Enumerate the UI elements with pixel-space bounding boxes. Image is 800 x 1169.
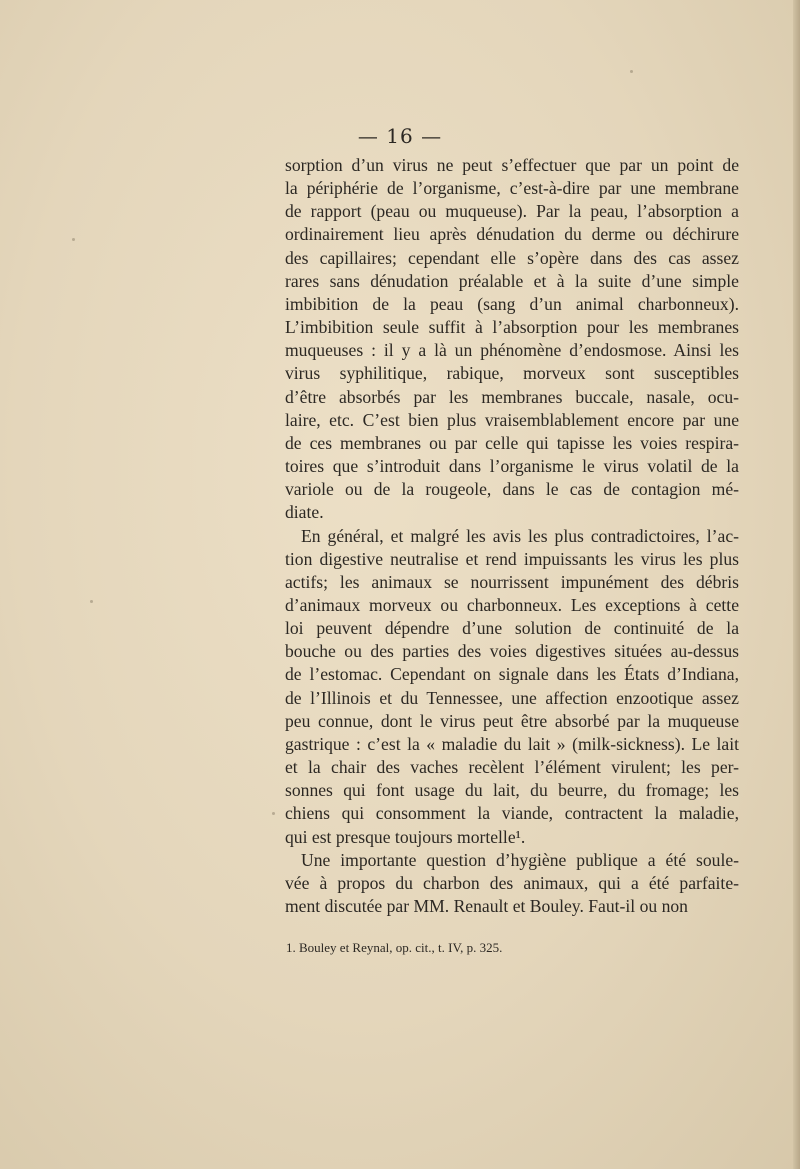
text-line: la périphérie de l’organisme, c’est-à-dire par une membrane xyxy=(285,178,739,199)
paper-speck xyxy=(72,238,75,241)
page-number: — 16 — xyxy=(357,124,443,148)
text-line: laire, etc. C’est bien plus vraisemblablement encore par une xyxy=(285,409,739,430)
text-line: d’animaux morveux ou charbonneux. Les exceptions à cette xyxy=(285,594,739,615)
text-line: de l’Illinois et du Tennessee, une affection enzootique assez xyxy=(285,687,739,708)
body-text xyxy=(285,154,739,918)
text-line: des capillaires; cependant elle s’opère dans des cas assez xyxy=(285,247,739,268)
text-line: En général, et malgré les avis les plus contradictoires, l’ac- xyxy=(301,525,739,546)
paragraph xyxy=(285,154,739,525)
text-line: rares sans dénudation préalable et à la suite d’une simple xyxy=(285,270,739,291)
text-line: d’être absorbés par les membranes buccale, nasale, ocu- xyxy=(285,386,739,407)
text-line: diate. xyxy=(285,502,324,523)
text-line: chiens qui consomment la viande, contractent la maladie, xyxy=(285,803,739,824)
paper-speck xyxy=(630,70,633,73)
text-line: ordinairement lieu après dénudation du derme ou déchirure xyxy=(285,224,739,245)
paper-speck xyxy=(272,812,275,815)
text-line: gastrique : c’est la « maladie du lait » (milk-sickness). Le lait xyxy=(285,733,739,754)
paragraph xyxy=(285,525,739,849)
text-line: de rapport (peau ou muqueuse). Par la peau, l’absorption a xyxy=(285,201,739,222)
page-edge xyxy=(793,0,800,1169)
text-line: L’imbibition seule suffit à l’absorption pour les membranes xyxy=(285,317,739,338)
text-line: de ces membranes ou par celle qui tapisse les voies respira- xyxy=(285,432,739,453)
text-line: toires que s’introduit dans l’organisme le virus volatil de la xyxy=(285,456,739,477)
text-line: peu connue, dont le virus peut être absorbé par la muqueuse xyxy=(285,710,739,731)
text-line: sonnes qui font usage du lait, du beurre, du fromage; les xyxy=(285,780,739,801)
text-line: imbibition de la peau (sang d’un animal charbonneux). xyxy=(285,293,739,314)
text-line: qui est presque toujours mortelle¹. xyxy=(285,826,526,847)
footnote: 1. Bouley et Reynal, op. cit., t. IV, p. 325. xyxy=(286,940,503,955)
text-line: vée à propos du charbon des animaux, qui a été parfaite- xyxy=(285,872,739,893)
text-line: virus syphilitique, rabique, morveux sont susceptibles xyxy=(285,363,739,384)
text-line: bouche ou des parties des voies digestives situées au-dessus xyxy=(285,641,739,662)
text-line: ment discutée par MM. Renault et Bouley. Faut-il ou non xyxy=(285,896,688,916)
text-line: loi peuvent dépendre d’une solution de continuité de la xyxy=(285,618,739,639)
text-line: de l’estomac. Cependant on signale dans les États d’Indiana, xyxy=(285,664,739,685)
paper-speck xyxy=(90,600,93,603)
text-line: variole ou de la rougeole, dans le cas de contagion mé- xyxy=(285,479,739,500)
paragraph xyxy=(285,849,739,918)
text-line: actifs; les animaux se nourrissent impunément des débris xyxy=(285,571,739,592)
text-line: et la chair des vaches recèlent l’élément virulent; les per- xyxy=(285,757,739,778)
text-line: Une importante question d’hygiène publique a été soule- xyxy=(301,849,739,870)
text-line: tion digestive neutralise et rend impuissants les virus les plus xyxy=(285,548,739,569)
text-line: sorption d’un virus ne peut s’effectuer que par un point de xyxy=(285,155,739,175)
text-line: muqueuses : il y a là un phénomène d’endosmose. Ainsi les xyxy=(285,340,739,361)
